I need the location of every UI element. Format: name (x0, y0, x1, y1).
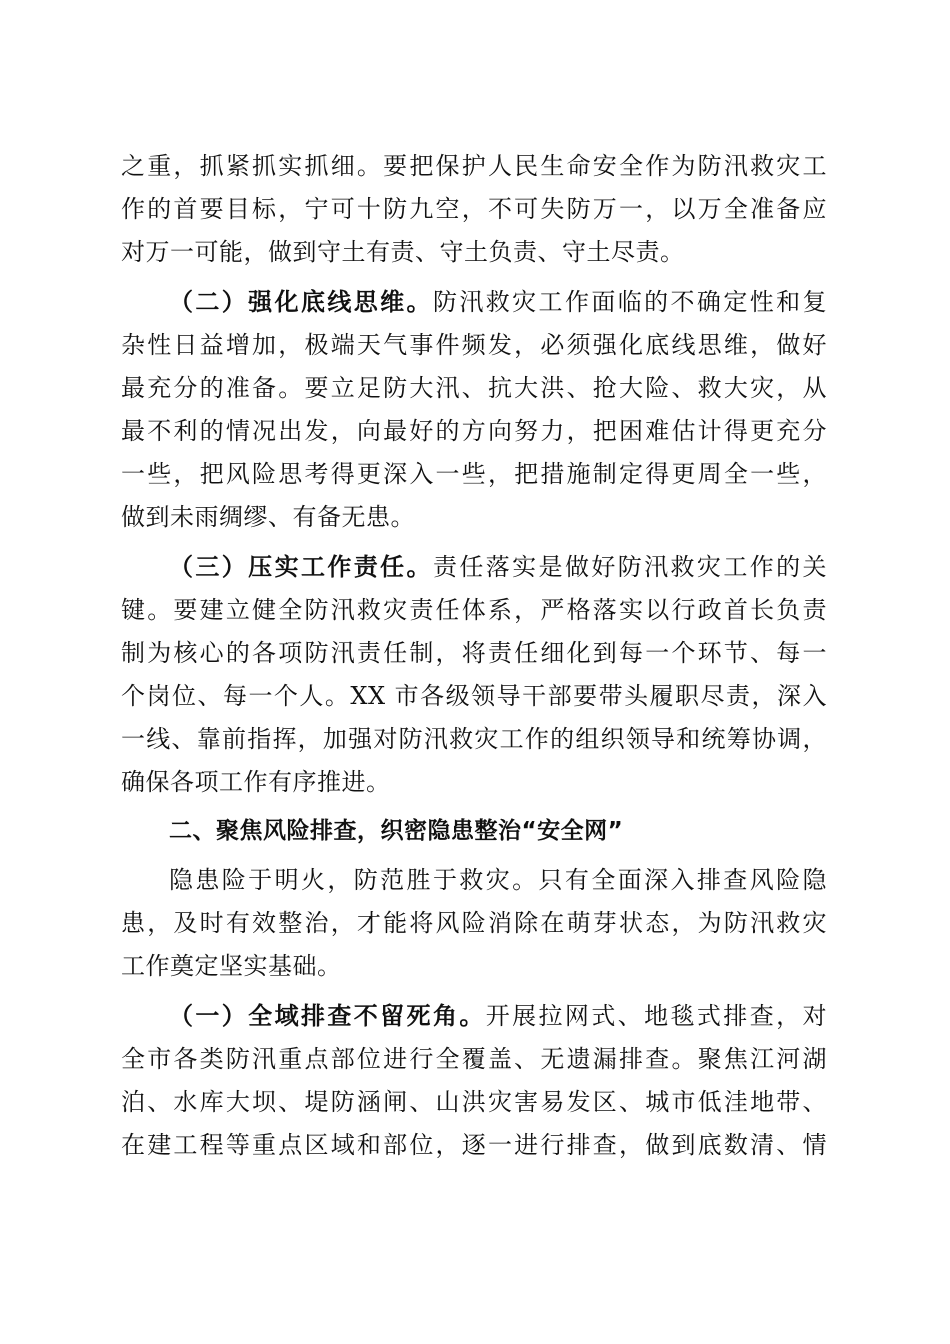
text-line: 最不利的情况出发，向最好的方向努力，把困难估计得更充分 (121, 417, 827, 445)
paragraph-continuation (121, 145, 827, 274)
text-line: 确保各项工作有序推进。 (121, 768, 391, 796)
paragraph-lead: （一）全域排查不留死角。 (169, 1001, 486, 1030)
text-line: 泊、水库大坝、堤防涵闸、山洪灾害易发区、城市低洼地带、 (121, 1088, 827, 1116)
text-line: 作的首要目标，宁可十防九空，不可失防万一，以万全准备应 (121, 195, 827, 223)
text-line (121, 994, 827, 1038)
text-line: 一线、靠前指挥，加强对防汛救灾工作的组织领导和统筹协调， (121, 725, 827, 753)
text-line: 工作奠定坚实基础。 (121, 952, 342, 980)
text-line: 全市各类防汛重点部位进行全覆盖、无遗漏排查。聚焦江河湖 (121, 1045, 827, 1073)
text-line: 键。要建立健全防汛救灾责任体系，严格落实以行政首长负责 (121, 596, 827, 624)
section-heading: 二、聚焦风险排查，织密隐患整治“安全网” (169, 818, 624, 844)
text-run: 责任落实是做好防汛救灾工作的关 (432, 553, 827, 581)
text-line (121, 545, 827, 589)
text-line: 一些，把风险思考得更深入一些，把措施制定得更周全一些， (121, 460, 827, 488)
section-heading-block (121, 810, 827, 853)
paragraph-lead: （二）强化底线思维。 (169, 287, 433, 316)
text-line: 隐患险于明火，防范胜于救灾。只有全面深入排查风险隐 (169, 866, 827, 894)
paragraph-full-coverage (121, 994, 827, 1167)
paragraph-lead: （三）压实工作责任。 (169, 552, 433, 581)
text-line: 做到未雨绸缪、有备无患。 (121, 503, 415, 531)
text-run: 开展拉网式、地毯式排查，对 (485, 1002, 827, 1030)
text-line: 在建工程等重点区域和部位，逐一进行排查，做到底数清、情 (121, 1131, 827, 1159)
text-line: 患，及时有效整治，才能将风险消除在萌芽状态，为防汛救灾 (121, 909, 827, 937)
text-line: 个岗位、每一个人。XX 市各级领导干部要带头履职尽责，深入 (121, 682, 827, 710)
text-line: 制为核心的各项防汛责任制，将责任细化到每一个环节、每一 (121, 639, 827, 667)
text-line: 之重，抓紧抓实抓细。要把保护人民生命安全作为防汛救灾工 (121, 152, 827, 180)
text-line: 对万一可能，做到守土有责、守土负责、守土尽责。 (121, 238, 685, 266)
text-line: 杂性日益增加，极端天气事件频发，必须强化底线思维，做好 (121, 331, 827, 359)
text-run: 防汛救灾工作面临的不确定性和复 (432, 288, 827, 316)
paragraph-bottom-line-thinking (121, 280, 827, 539)
text-line (121, 280, 827, 324)
text-line: 最充分的准备。要立足防大汛、抗大洪、抢大险、救大灾，从 (121, 374, 827, 402)
paragraph-intro (121, 859, 827, 988)
document-body (121, 145, 827, 1167)
paragraph-responsibility (121, 545, 827, 804)
